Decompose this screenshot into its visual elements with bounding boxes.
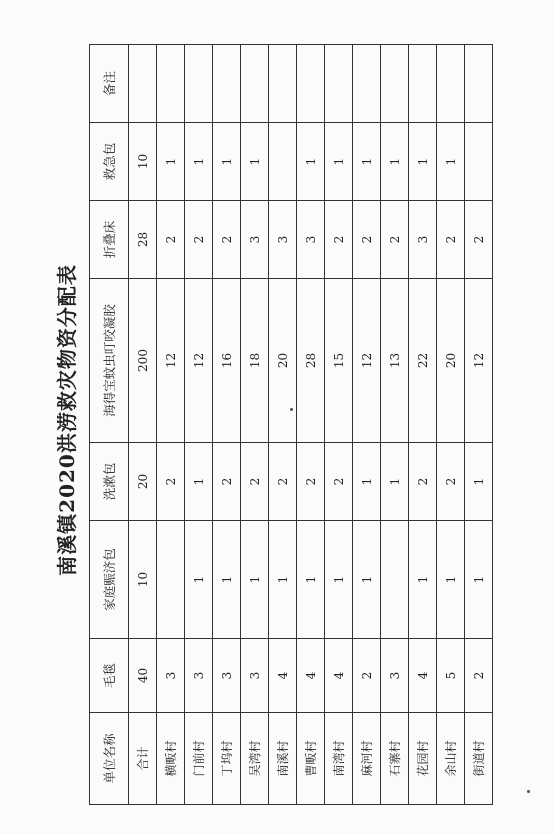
table-cell: 1 (381, 443, 409, 521)
table-cell: 2 (437, 201, 465, 279)
table-cell: 1 (437, 123, 465, 201)
table-cell: 1 (269, 521, 297, 639)
table-cell: 200 (129, 279, 157, 443)
table-cell: 3 (157, 639, 185, 713)
table-cell (129, 45, 157, 123)
table-cell (269, 45, 297, 123)
table-cell: 1 (241, 123, 269, 201)
table-cell: 16 (213, 279, 241, 443)
table-cell (437, 45, 465, 123)
table-cell (213, 45, 241, 123)
table-cell: 20 (437, 279, 465, 443)
table-cell: 2 (437, 443, 465, 521)
unit-name-cell: 横畈村 (157, 713, 185, 805)
table-cell: 1 (213, 123, 241, 201)
table-cell: 1 (409, 521, 437, 639)
table-cell: 2 (465, 201, 493, 279)
table-cell: 10 (129, 521, 157, 639)
table-cell: 2 (213, 201, 241, 279)
table-cell: 2 (269, 443, 297, 521)
table-cell (157, 521, 185, 639)
unit-name-cell: 门前村 (185, 713, 213, 805)
table-cell: 2 (409, 443, 437, 521)
table-cell (465, 123, 493, 201)
table-cell: 2 (241, 443, 269, 521)
table-cell (157, 45, 185, 123)
table-cell: 28 (129, 201, 157, 279)
table-row (157, 45, 185, 805)
table-cell: 5 (437, 639, 465, 713)
table-cell: 12 (185, 279, 213, 443)
table-cell: 1 (241, 521, 269, 639)
table-cell: 2 (157, 443, 185, 521)
column-header: 单位名称 (90, 713, 129, 805)
column-header: 折叠床 (90, 201, 129, 279)
table-cell (185, 45, 213, 123)
unit-name-cell: 南溪村 (269, 713, 297, 805)
table-cell: 1 (409, 123, 437, 201)
column-header: 海得宝蚊虫叮咬凝胶 (90, 279, 129, 443)
table-cell: 2 (157, 201, 185, 279)
table-cell: 1 (185, 123, 213, 201)
unit-name-cell: 合计 (129, 713, 157, 805)
table-cell: 2 (185, 201, 213, 279)
table-body (129, 45, 493, 805)
table-cell: 1 (465, 521, 493, 639)
header-row (90, 45, 129, 805)
table-cell: 3 (269, 201, 297, 279)
table-cell: 15 (325, 279, 353, 443)
table-cell: 2 (325, 201, 353, 279)
table-row (297, 45, 325, 805)
table-cell: 3 (185, 639, 213, 713)
table-cell: 1 (185, 443, 213, 521)
table-cell: 1 (297, 521, 325, 639)
table-row (465, 45, 493, 805)
table-cell: 1 (353, 123, 381, 201)
column-header: 家庭赈济包 (90, 521, 129, 639)
table-cell: 12 (353, 279, 381, 443)
table-cell: 2 (325, 443, 353, 521)
table-cell: 3 (213, 639, 241, 713)
table-cell: 2 (353, 201, 381, 279)
table-cell: 4 (409, 639, 437, 713)
scan-speck (527, 790, 530, 793)
table-cell: 28 (297, 279, 325, 443)
scan-speck (290, 408, 293, 411)
table-row (129, 45, 157, 805)
column-header: 备注 (90, 45, 129, 123)
table-row (185, 45, 213, 805)
unit-name-cell: 吴湾村 (241, 713, 269, 805)
table-cell: 20 (269, 279, 297, 443)
column-header: 救急包 (90, 123, 129, 201)
table-cell: 1 (437, 521, 465, 639)
table-row (409, 45, 437, 805)
table-cell (269, 123, 297, 201)
table-cell: 20 (129, 443, 157, 521)
table-cell: 10 (129, 123, 157, 201)
table-cell: 3 (409, 201, 437, 279)
unit-name-cell: 南湾村 (325, 713, 353, 805)
table-cell: 13 (381, 279, 409, 443)
table-cell: 22 (409, 279, 437, 443)
table-cell: 2 (353, 639, 381, 713)
table-cell (381, 45, 409, 123)
document-title: 南溪镇2020洪涝救灾物资分配表 (55, 264, 79, 576)
table-cell: 2 (213, 443, 241, 521)
table-cell: 4 (269, 639, 297, 713)
column-header: 洗漱包 (90, 443, 129, 521)
rotated-sheet (45, 35, 486, 805)
table-cell: 12 (157, 279, 185, 443)
table-cell: 1 (381, 123, 409, 201)
table-cell (465, 45, 493, 123)
table-cell: 12 (465, 279, 493, 443)
table-row (213, 45, 241, 805)
table-cell (297, 45, 325, 123)
table-cell: 2 (297, 443, 325, 521)
table-cell: 1 (325, 521, 353, 639)
table-row (437, 45, 465, 805)
table-cell: 4 (325, 639, 353, 713)
allocation-table (89, 44, 493, 805)
table-cell: 1 (185, 521, 213, 639)
table-cell: 1 (465, 443, 493, 521)
unit-name-cell: 街道村 (465, 713, 493, 805)
table-cell (381, 521, 409, 639)
table-row (325, 45, 353, 805)
table-cell: 3 (241, 639, 269, 713)
unit-name-cell: 麻河村 (353, 713, 381, 805)
table-cell: 4 (297, 639, 325, 713)
table-cell (409, 45, 437, 123)
table-row (241, 45, 269, 805)
table-cell: 3 (241, 201, 269, 279)
table-cell: 3 (297, 201, 325, 279)
table-cell: 1 (325, 123, 353, 201)
table-cell: 2 (381, 201, 409, 279)
table-cell: 18 (241, 279, 269, 443)
table-cell: 1 (297, 123, 325, 201)
unit-name-cell: 丁坞村 (213, 713, 241, 805)
table-cell (325, 45, 353, 123)
unit-name-cell: 曹畈村 (297, 713, 325, 805)
table-cell: 1 (213, 521, 241, 639)
table-row (353, 45, 381, 805)
table-cell (241, 45, 269, 123)
table-cell: 40 (129, 639, 157, 713)
unit-name-cell: 石寨村 (381, 713, 409, 805)
unit-name-cell: 余山村 (437, 713, 465, 805)
table-cell: 1 (353, 521, 381, 639)
table-cell: 1 (353, 443, 381, 521)
unit-name-cell: 花园村 (409, 713, 437, 805)
table-row (269, 45, 297, 805)
table-cell: 2 (465, 639, 493, 713)
table-cell: 1 (157, 123, 185, 201)
table-row (381, 45, 409, 805)
table-cell (353, 45, 381, 123)
table-cell: 3 (381, 639, 409, 713)
column-header: 毛毯 (90, 639, 129, 713)
